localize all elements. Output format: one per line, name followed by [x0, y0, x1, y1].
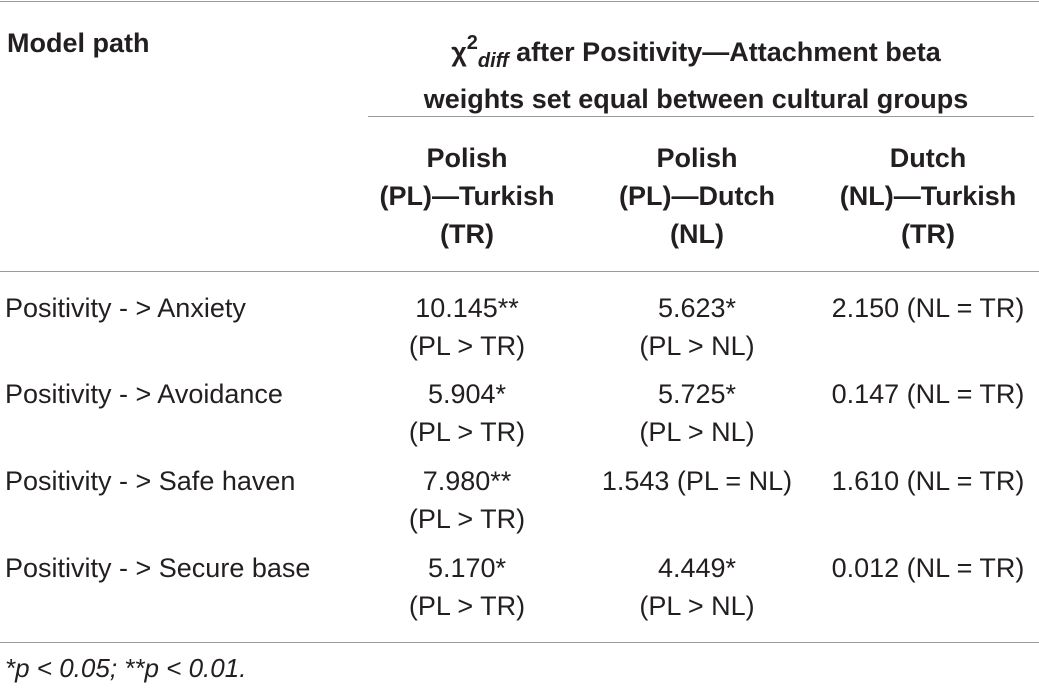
- column-header-nl-tr: Dutch (NL)—Turkish (TR): [839, 143, 1017, 249]
- column-header-pl-nl: Polish (PL)—Dutch (NL): [619, 143, 775, 249]
- row-secure-base-pl-nl: 4.449* (PL > NL): [639, 553, 755, 621]
- row-anxiety-nl-tr: 2.150 (NL = TR): [831, 293, 1025, 323]
- row-avoidance-pl-tr: 5.904* (PL > TR): [408, 379, 526, 447]
- row-safe-haven-pl-nl: 1.543 (PL = NL): [601, 466, 793, 496]
- row-secure-base-pl-tr: 5.170* (PL > TR): [408, 553, 526, 621]
- group-header-rule: [368, 116, 1034, 117]
- row-secure-base-nl-tr: 0.012 (NL = TR): [831, 553, 1025, 583]
- row-avoidance-path: Positivity - > Avoidance: [5, 379, 283, 409]
- table-footnote: *p < 0.05; **p < 0.01.: [5, 653, 247, 683]
- group-header-line1-text: after Positivity—Attachment beta: [508, 37, 941, 67]
- row-safe-haven-path: Positivity - > Safe haven: [5, 466, 296, 496]
- group-header: [368, 24, 1024, 118]
- chi-symbol: χ: [451, 37, 467, 67]
- row-safe-haven-nl-tr: 1.610 (NL = TR): [831, 466, 1025, 496]
- column-header-rule: [0, 271, 1039, 272]
- stub-header: Model path: [7, 28, 150, 58]
- chi-subscript: diff: [477, 50, 509, 72]
- row-anxiety-pl-tr: 10.145** (PL > TR): [408, 293, 526, 361]
- group-header-line1: [368, 24, 1024, 80]
- chi-superscript: 2: [466, 32, 478, 54]
- row-anxiety-pl-nl: 5.623* (PL > NL): [639, 293, 755, 361]
- table-top-rule: [0, 1, 1039, 2]
- group-header-line2: weights set equal between cultural groups: [423, 84, 969, 114]
- column-header-pl-tr: Polish (PL)—Turkish (TR): [379, 143, 555, 249]
- table-bottom-rule: [0, 642, 1039, 643]
- row-secure-base-path: Positivity - > Secure base: [5, 553, 311, 583]
- row-safe-haven-pl-tr: 7.980** (PL > TR): [408, 466, 526, 534]
- row-anxiety-path: Positivity - > Anxiety: [5, 293, 246, 323]
- row-avoidance-nl-tr: 0.147 (NL = TR): [831, 379, 1025, 409]
- row-avoidance-pl-nl: 5.725* (PL > NL): [639, 379, 755, 447]
